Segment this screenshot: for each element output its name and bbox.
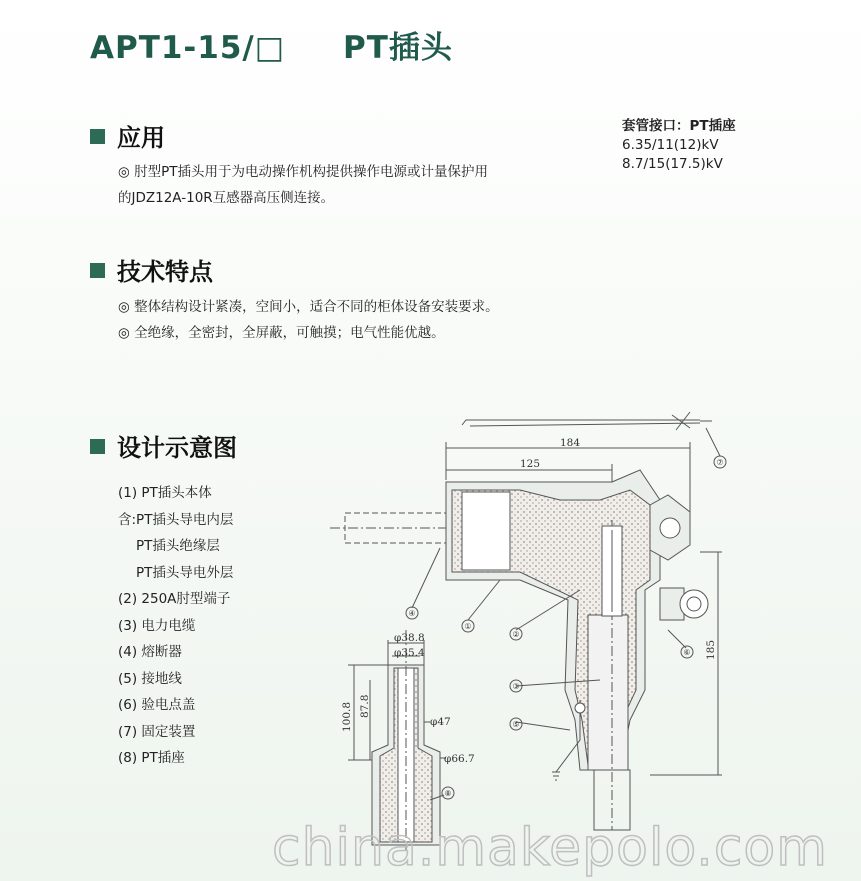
application-line-2: 的JDZ12A-10R互感器高压侧连接。: [118, 190, 335, 206]
watermark: china.makepolo.com: [272, 818, 828, 878]
part-item: (4) 熔断器: [118, 644, 182, 660]
callout-3-label: ③: [512, 682, 520, 691]
dim-87-label: 87.8: [359, 694, 371, 718]
heading-text: 应用: [117, 124, 165, 152]
part-item: 含:PT插头导电内层: [118, 511, 234, 528]
feature-item-1: ◎ 整体结构设计紧凑，空间小，适合不同的柜体设备安装要求。: [118, 299, 499, 315]
part-item: (1) PT插头本体: [118, 485, 212, 501]
bushing-label: 套管接口：PT插座: [622, 118, 736, 134]
rating-1: 6.35/11(12)kV: [622, 137, 719, 153]
rating-2: 8.7/15(17.5)kV: [622, 156, 723, 172]
part-item: (5) 接地线: [118, 670, 182, 687]
application-line-1: ◎ 肘型PT插头用于为电动操作机构提供操作电源或计量保护用: [118, 164, 488, 180]
callout-1-label: ①: [464, 622, 472, 631]
callout-4-label: ④: [408, 609, 416, 618]
feature-item-2: ◎ 全绝缘，全密封，全屏蔽，可触摸；电气性能优越。: [118, 325, 445, 341]
dim-d38-label: φ38.8: [394, 632, 425, 644]
part-item: PT插头绝缘层: [136, 538, 220, 554]
part-item: (6) 验电点盖: [118, 697, 196, 713]
part-item: (3) 电力电缆: [118, 617, 196, 634]
part-item: PT插头导电外层: [136, 564, 234, 581]
callout-5-label: ⑤: [512, 720, 520, 729]
callout-6-label: ⑥: [683, 648, 691, 657]
callout-8-label: ⑧: [444, 789, 452, 798]
wing-nut-icon: [672, 412, 690, 430]
model-number: APT1-15/□: [90, 30, 286, 66]
product-name: PT插头: [343, 30, 453, 66]
part-item: (7) 固定装置: [118, 723, 196, 740]
dim-d47-label: φ47: [430, 716, 451, 728]
heading-text: 设计示意图: [117, 434, 237, 462]
callout-7-label: ⑦: [716, 458, 724, 467]
heading-text: 技术特点: [117, 258, 213, 286]
part-item: (2) 250A肘型端子: [118, 591, 231, 607]
dim-185-label: 185: [705, 639, 717, 660]
dim-100-label: 100.8: [341, 701, 353, 732]
dim-d66-label: φ66.7: [444, 753, 475, 765]
part-item: (8) PT插座: [118, 750, 185, 766]
dim-d35-label: φ35.4: [394, 647, 425, 659]
cable-segment: [588, 615, 628, 770]
dim-125-label: 125: [520, 458, 541, 470]
dim-184-label: 184: [560, 437, 581, 449]
ground-icon: [552, 772, 560, 780]
callout-2-label: ②: [512, 630, 520, 639]
